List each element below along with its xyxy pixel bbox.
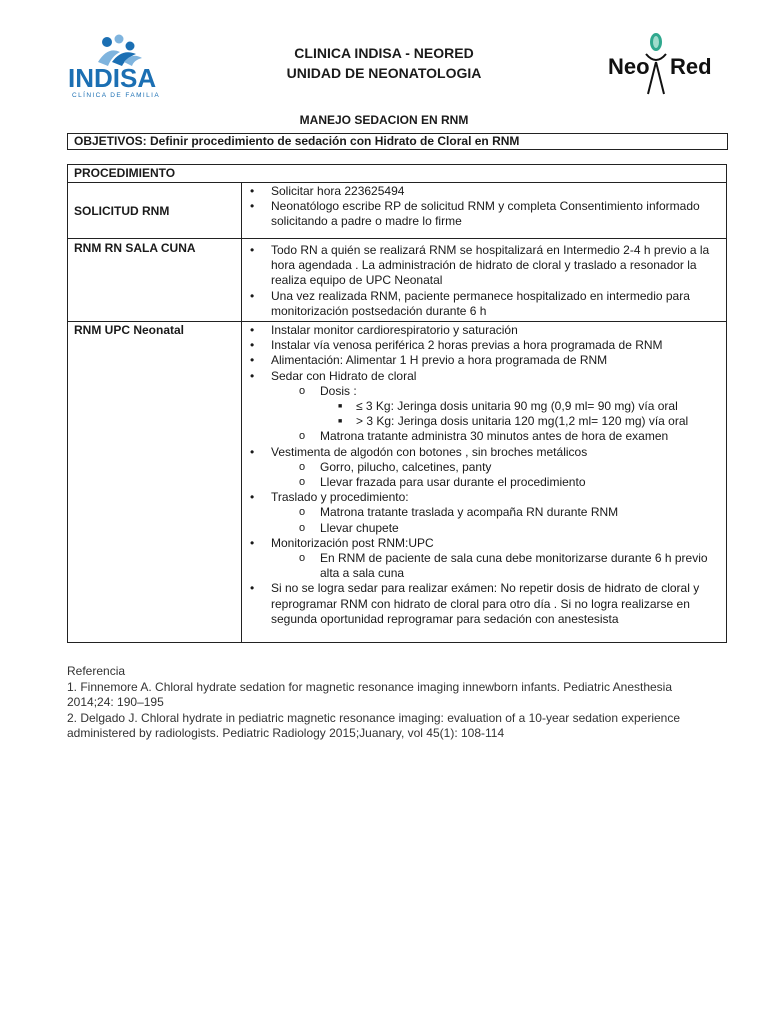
procedure-table bbox=[67, 164, 727, 643]
bullet-list bbox=[246, 323, 722, 627]
list-item: • Todo RN a quién se realizará RNM se hospitalizará en Intermedio 2-4 h previo a la hora agendada . La administración de hidrato de cloral y traslado a resonador la realiza equipo de UPC Neonatal bbox=[246, 243, 722, 289]
reference-item: 1. Finnemore A. Chloral hydrate sedation for magnetic resonance imaging innewborn infants. Pediatric Anesthesia 2014;24: 190–195 bbox=[67, 679, 673, 709]
procedure-header-row bbox=[68, 165, 727, 183]
row-label-upc bbox=[68, 322, 242, 643]
bullet-list bbox=[246, 184, 722, 230]
indisa-logo bbox=[64, 32, 184, 102]
list-item: o Matrona tratante administra 30 minutos antes de hora de examen bbox=[246, 429, 722, 444]
list-item: o Gorro, pilucho, calcetines, panty bbox=[246, 460, 722, 475]
unit-title: UNIDAD DE NEONATOLOGIA bbox=[286, 65, 482, 81]
list-item: ■ > 3 Kg: Jeringa dosis unitaria 120 mg(1,2 ml= 120 mg) vía oral bbox=[246, 414, 722, 429]
indisa-logo-text: INDISA bbox=[68, 63, 157, 93]
neored-logo bbox=[604, 28, 714, 98]
row-label: RNM UPC Neonatal bbox=[74, 323, 185, 338]
list-item: ■ ≤ 3 Kg: Jeringa dosis unitaria 90 mg (0,9 ml= 90 mg) vía oral bbox=[246, 399, 722, 414]
row-label-sala-cuna bbox=[68, 239, 242, 322]
row-content-solicitud bbox=[242, 183, 727, 239]
neored-logo-left: Neo bbox=[608, 54, 650, 79]
references bbox=[67, 664, 707, 742]
list-item: • Solicitar hora 223625494 bbox=[246, 184, 722, 199]
procedure-header: PROCEDIMIENTO bbox=[68, 165, 727, 183]
row-label-solicitud bbox=[68, 183, 242, 239]
list-item: • Una vez realizada RNM, paciente permanece hospitalizado en intermedio para monitorización postsedación durante 6 h bbox=[246, 289, 722, 319]
reference-item: 2. Delgado J. Chloral hydrate in pediatric magnetic resonance imaging: evaluation of a 10-year sedation experience administered by radiologists. Pediatric Radiology 2015;Juanary, vol 45(1): 108-114 bbox=[67, 710, 681, 740]
references-heading: Referencia bbox=[67, 664, 126, 678]
row-content-upc bbox=[242, 322, 727, 643]
row-label: RNM RN SALA CUNA bbox=[74, 241, 196, 255]
table-row bbox=[68, 322, 727, 643]
list-item: • Neonatólogo escribe RP de solicitud RNM y completa Consentimiento informado solicitando a padre o madre lo firme bbox=[246, 199, 722, 229]
bullet-list bbox=[246, 243, 722, 319]
document-title: MANEJO SEDACION EN RNM bbox=[299, 113, 469, 127]
list-item: • Alimentación: Alimentar 1 H previo a hora programada de RNM bbox=[246, 353, 722, 368]
neored-logo-right: Red bbox=[670, 54, 712, 79]
list-item: o En RNM de paciente de sala cuna debe monitorizarse durante 6 h previo alta a sala cuna bbox=[246, 551, 722, 581]
clinic-title: CLINICA INDISA - NEORED bbox=[294, 45, 474, 61]
list-item: • Si no se logra sedar para realizar exámen: No repetir dosis de hidrato de cloral y reprogramar RNM con hidrato de cloral para otro día . Si no logra realizarse en segunda oportunidad reprogramar para sedación con anestesista bbox=[246, 581, 722, 627]
list-item: • Monitorización post RNM:UPC bbox=[246, 536, 722, 551]
list-item: o Matrona tratante traslada y acompaña RN durante RNM bbox=[246, 505, 722, 520]
list-item: • Traslado y procedimiento: bbox=[246, 490, 722, 505]
list-item: o Llevar chupete bbox=[246, 521, 722, 536]
row-label: SOLICITUD RNM bbox=[74, 203, 170, 218]
objetivos-box: OBJETIVOS: Definir procedimiento de sedación con Hidrato de Cloral en RNM bbox=[67, 133, 728, 150]
table-row bbox=[68, 239, 727, 322]
list-item: • Sedar con Hidrato de cloral bbox=[246, 369, 722, 384]
indisa-logo-subtitle: CLÍNICA DE FAMILIA bbox=[72, 92, 161, 99]
list-item: • Instalar monitor cardiorespiratorio y saturación bbox=[246, 323, 722, 338]
table-row bbox=[68, 183, 727, 239]
list-item: • Instalar vía venosa periférica 2 horas previas a hora programada de RNM bbox=[246, 338, 722, 353]
list-item: • Vestimenta de algodón con botones , sin broches metálicos bbox=[246, 445, 722, 460]
list-item: o Dosis : bbox=[246, 384, 722, 399]
list-item: o Llevar frazada para usar durante el procedimiento bbox=[246, 475, 722, 490]
row-content-sala-cuna bbox=[242, 239, 727, 322]
